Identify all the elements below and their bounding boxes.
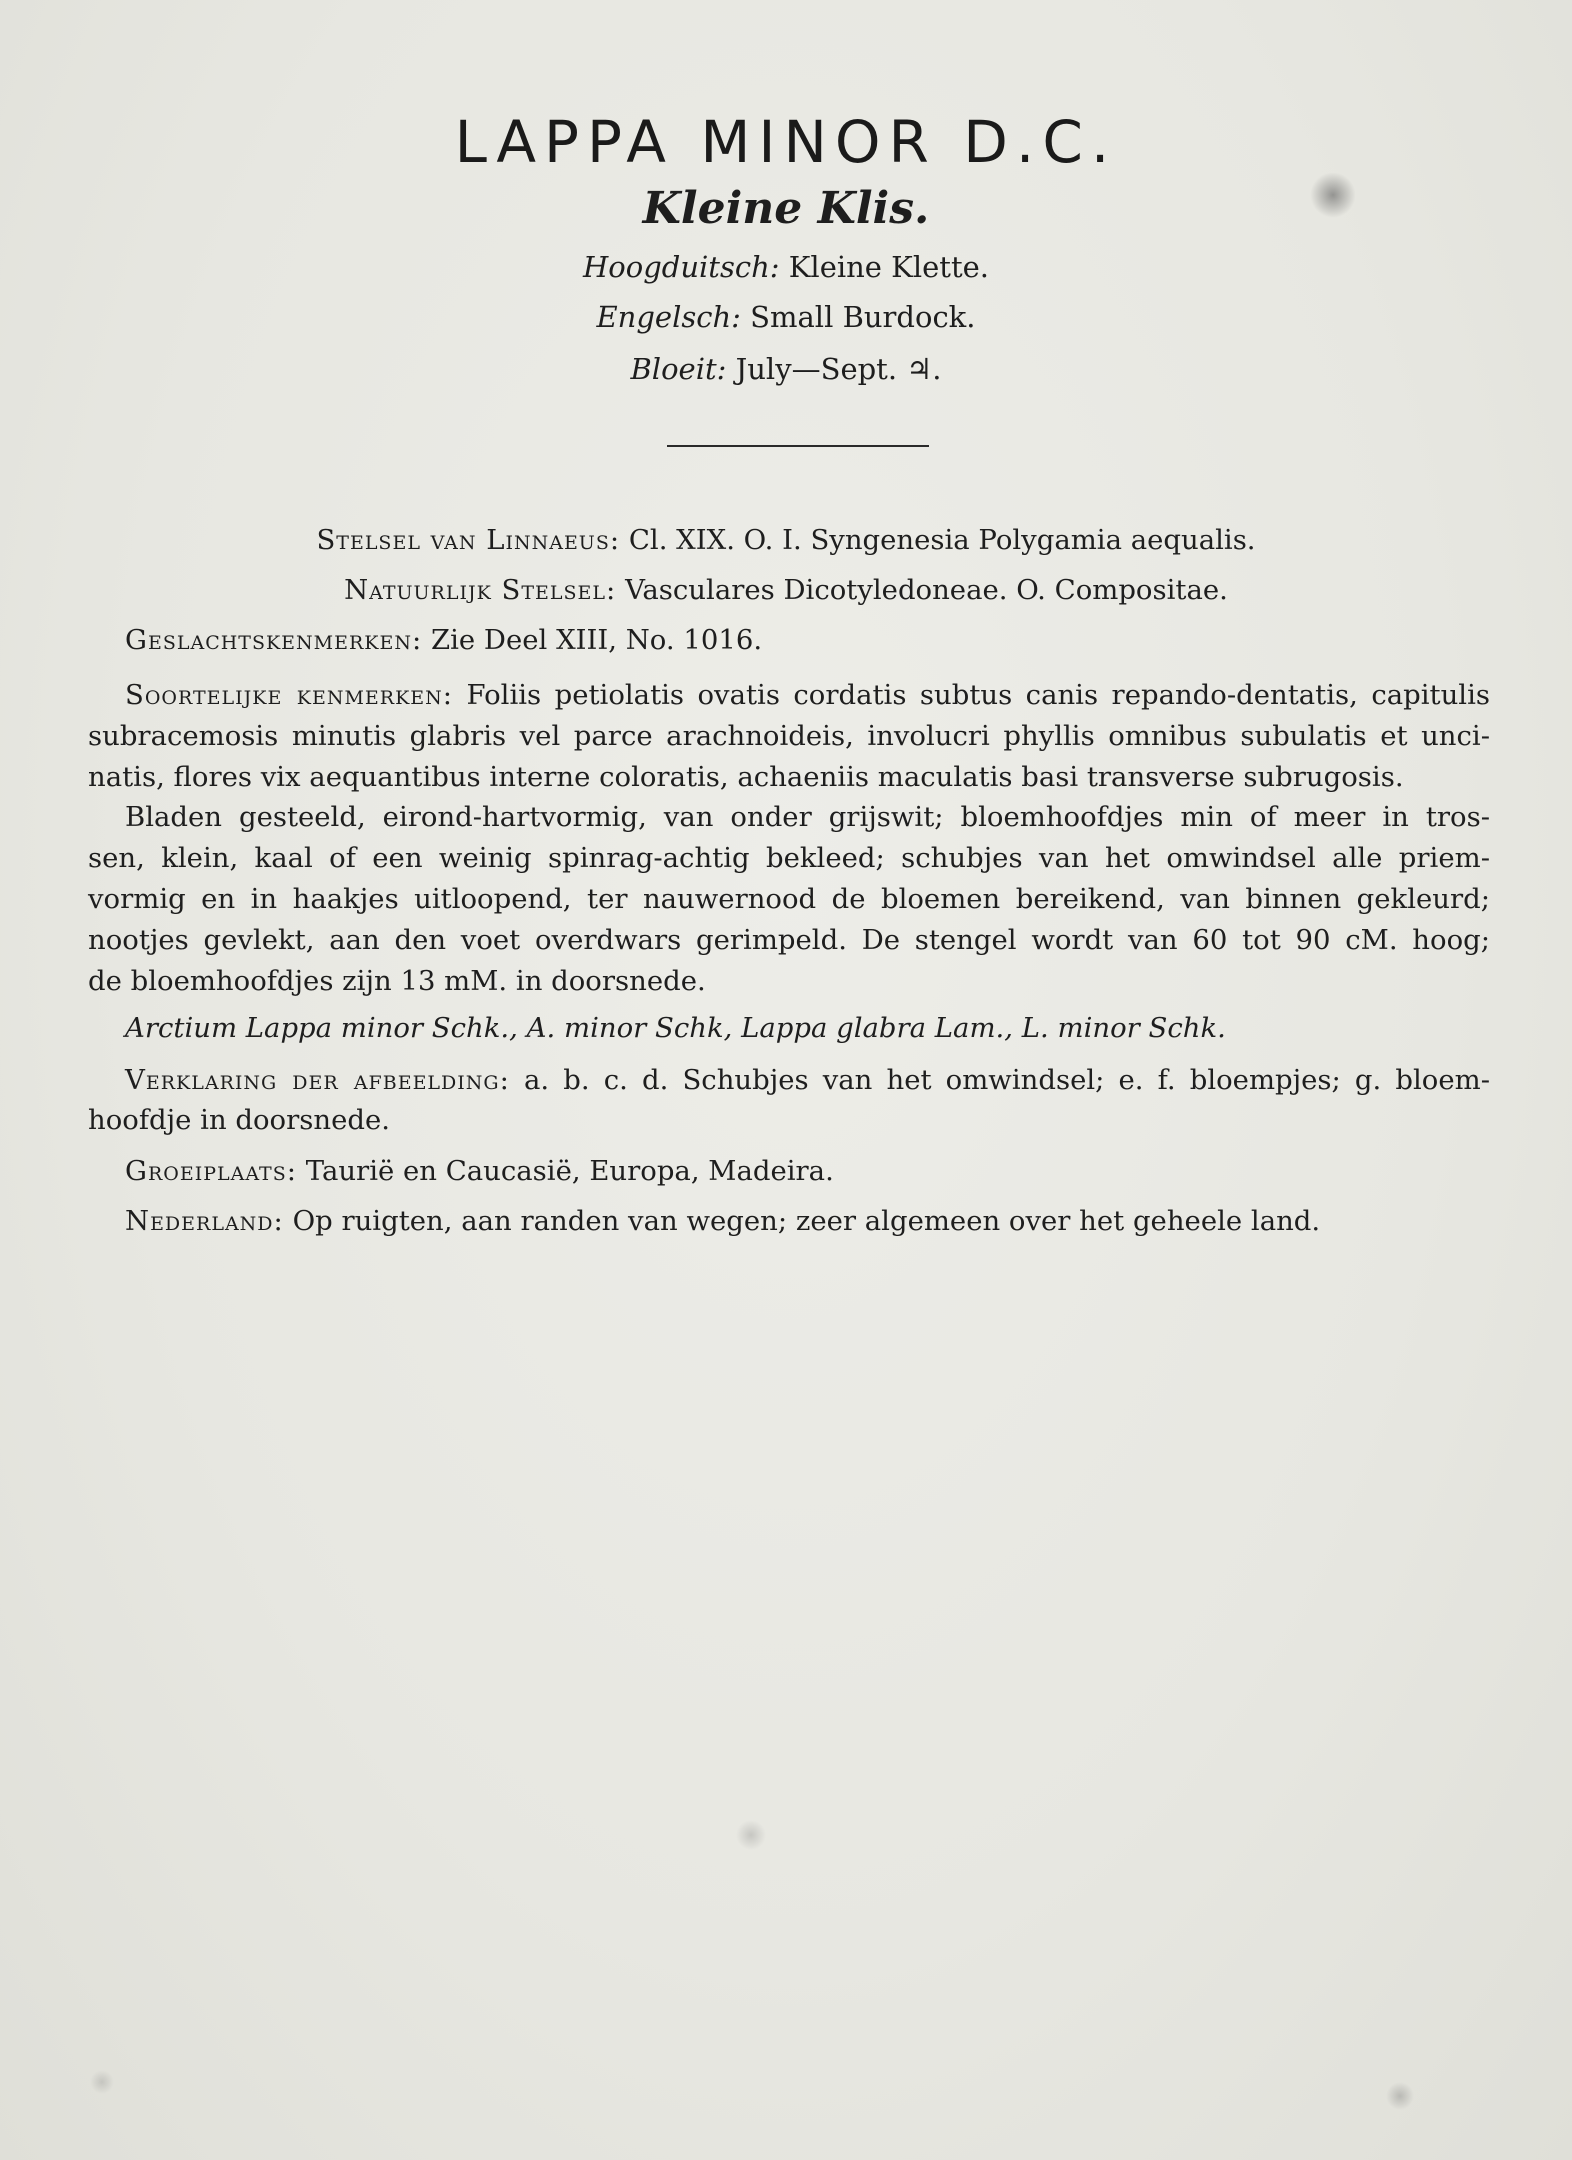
soortelijke-line-1 xyxy=(125,675,1490,715)
beschrijving-line-4: nootjes gevlekt, aan den voet overdwars gerimpeld. De stengel wordt van 60 tot 90 cM. hoog; xyxy=(88,924,1490,956)
verklaring-line-1 xyxy=(125,1060,1490,1100)
name-bloom-label: Bloeit: xyxy=(630,352,727,386)
soortelijke-line-2: subracemosis minutis glabris vel parce arachnoideis, involucri phyllis omnibus subulatis et unci- xyxy=(88,720,1490,752)
nederland-value: Op ruigten, aan randen van wegen; zeer algemeen over het geheele land. xyxy=(292,1205,1321,1237)
stelsel-linnaeus-value: Cl. XIX. O. I. Syngenesia Polygamia aequalis. xyxy=(628,524,1256,556)
verklaring-label: Verklaring der afbeelding: xyxy=(125,1064,510,1096)
groeiplaats-label: Groeiplaats: xyxy=(125,1155,297,1187)
groeiplaats-value: Taurië en Caucasië, Europa, Madeira. xyxy=(305,1155,834,1187)
stelsel-linnaeus xyxy=(0,520,1572,560)
beschrijving-line-1: Bladen gesteeld, eirond-hartvormig, van onder grijswit; bloemhoofdjes min of meer in tros- xyxy=(125,801,1490,833)
name-english-label: Engelsch: xyxy=(596,300,741,334)
beschrijving-line-3: vormig en in haakjes uitloopend, ter nauwernood de bloemen bereikend, van binnen gekleurd; xyxy=(88,883,1490,915)
name-german xyxy=(0,250,1572,284)
page-title: LAPPA MINOR D.C. xyxy=(454,108,1118,176)
verklaring-line-2: hoofdje in doorsnede. xyxy=(88,1104,390,1136)
geslachtskenmerken-label: Geslachtskenmerken: xyxy=(125,624,423,656)
synoniemen: Arctium Lappa minor Schk., A. minor Schk, Lappa glabra Lam., L. minor Schk. xyxy=(125,1012,1226,1044)
divider xyxy=(667,445,929,447)
nederland xyxy=(125,1201,1320,1241)
page-subtitle: Kleine Klis. xyxy=(642,183,930,234)
natuurlijk-stelsel-value: Vasculares Dicotyledoneae. O. Compositae. xyxy=(625,574,1228,606)
geslachtskenmerken-value: Zie Deel XIII, No. 1016. xyxy=(431,624,763,656)
verklaring-text: a. b. c. d. Schubjes van het omwindsel; e. f. bloempjes; g. bloem- xyxy=(524,1064,1490,1096)
nederland-label: Nederland: xyxy=(125,1205,284,1237)
soortelijke-text: Foliis petiolatis ovatis cordatis subtus canis repando-dentatis, capitulis xyxy=(466,679,1490,711)
name-bloom xyxy=(0,352,1572,386)
name-english-value: Small Burdock. xyxy=(750,300,976,334)
name-bloom-value: July—Sept. ♃. xyxy=(735,352,942,386)
name-german-label: Hoogduitsch: xyxy=(583,250,780,284)
natuurlijk-stelsel xyxy=(0,570,1572,610)
groeiplaats xyxy=(125,1151,834,1191)
ink-spot xyxy=(1386,2082,1414,2110)
soortelijke-line-3: natis, flores vix aequantibus interne coloratis, achaeniis maculatis basi transverse subrugosis. xyxy=(88,761,1404,793)
ink-spot xyxy=(736,1820,766,1850)
natuurlijk-stelsel-label: Natuurlijk Stelsel: xyxy=(344,574,617,606)
name-english xyxy=(0,300,1572,334)
stelsel-linnaeus-label: Stelsel van Linnaeus: xyxy=(316,524,621,556)
name-german-value: Kleine Klette. xyxy=(788,250,989,284)
beschrijving-line-2: sen, klein, kaal of een weinig spinrag-achtig bekleed; schubjes van het omwindsel alle priem- xyxy=(88,842,1490,874)
soortelijke-label: Soortelijke kenmerken: xyxy=(125,679,454,711)
geslachtskenmerken xyxy=(125,620,762,660)
beschrijving-line-5: de bloemhoofdjes zijn 13 mM. in doorsnede. xyxy=(88,965,706,997)
ink-spot xyxy=(90,2070,114,2094)
